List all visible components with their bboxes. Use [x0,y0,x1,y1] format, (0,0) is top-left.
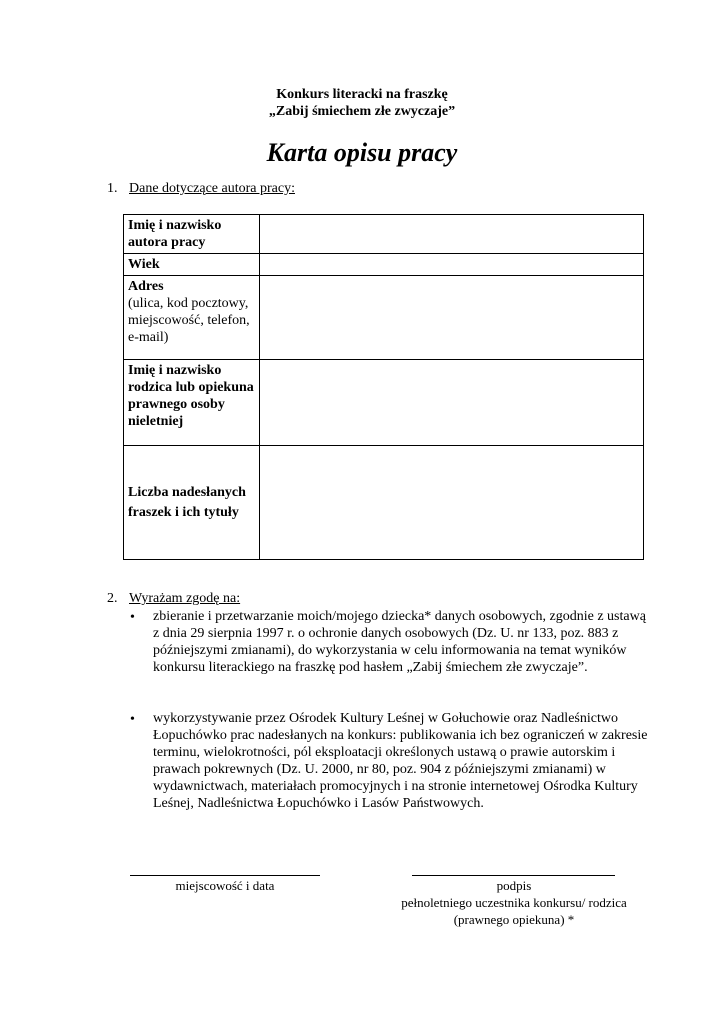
signature-caption [384,877,644,928]
table-row [124,446,644,560]
bullet-icon: • [130,610,135,625]
section-1-number: 1. [107,181,118,196]
label-address: Adres [128,279,164,294]
section-1-heading [107,181,295,197]
field-author-name[interactable] [260,215,644,254]
section-1-text: Dane dotyczące autora pracy: [129,181,295,196]
signature-caption-line-1: podpis [496,878,532,893]
label-guardian: Imię i nazwisko rodzica lub opiekuna prawnego osoby nieletniej [128,363,254,429]
field-age[interactable] [260,254,644,276]
label-address-note: (ulica, kod pocztowy, miejscowość, telefon, e-mail) [128,296,250,345]
row-label [124,276,260,360]
field-address[interactable] [260,276,644,360]
table-row [124,254,644,276]
label-name: Imię i nazwisko autora pracy [128,218,222,250]
page-title: Karta opisu pracy [266,138,458,167]
consent-text: zbieranie i przetwarzanie moich/mojego dziecka* danych osobowych, zgodnie z ustawą z dnia 29 sierpnia 1997 r. o ochronie danych osobowych (Dz. U. nr 133, poz. 883 z późniejszymi zmianami), do wykorzystania w celu informowania na temat wyników konkursu literackiego na fraszkę pod hasłem „Zabij śmiechem złe zwyczaje”. [153,609,646,675]
row-label [124,254,260,276]
row-label [124,446,260,560]
field-entries[interactable] [260,446,644,560]
bullet-icon: • [130,712,135,727]
row-label [124,360,260,446]
consent-text: wykorzystywanie przez Ośrodek Kultury Leśnej w Gołuchowie oraz Nadleśnictwo Łopuchówko prac nadesłanych na konkurs: publikowania ich bez ograniczeń w zakresie terminu, wielokrotności, pól eksploatacji określonych ustawą o prawie autorskim i prawach pokrewnych (Dz. U. 2000, nr 80, poz. 904 z późniejszymi zmianami) w wydawnictwach, materiałach promocyjnych i na stronie internetowej Ośrodka Kultury Leśnej, Nadleśnictwa Łopuchówko i Lasów Państwowych. [153,711,648,811]
field-guardian[interactable] [260,360,644,446]
signature-line-place-date [130,875,320,876]
signature-caption-line-2: pełnoletniego uczestnika konkursu/ rodzica [401,895,627,910]
signature-caption-line-3: (prawnego opiekuna) * [453,912,575,927]
author-data-table [123,214,644,560]
signature-line-signature [412,875,615,876]
section-2-number: 2. [107,591,118,606]
contest-name: Konkurs literacki na fraszkę [276,87,448,102]
table-row [124,360,644,446]
table-row [124,276,644,360]
contest-slogan: „Zabij śmiechem złe zwyczaje” [268,104,456,119]
row-label [124,215,260,254]
section-2-heading [107,591,240,607]
label-entries: Liczba nadesłanych fraszek i ich tytuły [128,484,246,520]
table-row [124,215,644,254]
section-2-text: Wyrażam zgodę na: [129,591,241,606]
label-age: Wiek [128,257,160,272]
place-date-caption: miejscowość i data [175,878,275,893]
